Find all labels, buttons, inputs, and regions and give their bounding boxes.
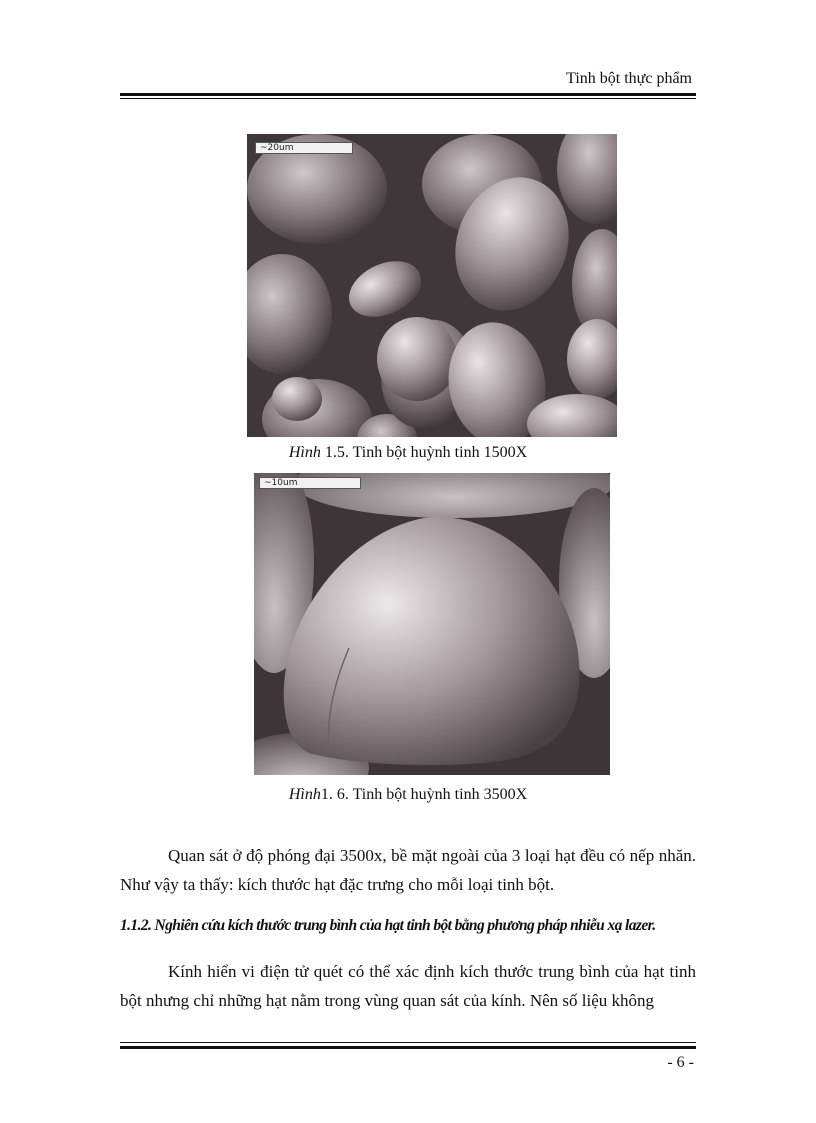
caption-text: 1. 6. Tinh bột huỳnh tinh 3500X — [320, 786, 528, 803]
caption-text: 1.5. Tinh bột huỳnh tinh 1500X — [320, 444, 528, 461]
paragraph-sem-text: Kính hiển vi điện tử quét có thể xác định kích thước trung bình của hạt tinh bột nhưng chỉ những hạt nằm trong vùng quan sát của kính. Nên số liệu không — [120, 962, 696, 1010]
header-rule-thick — [120, 93, 696, 96]
figure-1-5-caption — [120, 444, 696, 462]
figure-1-6-micrograph — [254, 473, 610, 775]
paragraph-observation — [120, 841, 696, 899]
paragraph-sem — [120, 957, 696, 1015]
running-header: Tinh bột thực phẩm — [566, 70, 692, 87]
caption-label: Hình — [288, 786, 321, 803]
scale-bar-20um: ~20um — [255, 142, 353, 154]
scale-bar-10um: ~10um — [259, 477, 361, 489]
caption-label: Hình — [288, 444, 321, 461]
header-rule-thin — [120, 98, 696, 99]
figure-1-5-micrograph — [247, 134, 617, 437]
figure-1-6-caption — [120, 786, 696, 804]
footer-rule-thin — [120, 1042, 696, 1043]
section-heading-1-1-2: 1.1.2. Nghiên cứu kích thước trung bình của hạt tinh bột bằng phương pháp nhiễu xạ lazer. — [120, 917, 656, 934]
paragraph-observation-text: Quan sát ở độ phóng đại 3500x, bề mặt ngoài của 3 loại hạt đều có nếp nhăn. Như vậy ta thấy: kích thước hạt đặc trưng cho mỗi loại tinh bột. — [120, 846, 696, 894]
page-number: - 6 - — [667, 1054, 694, 1071]
footer-rule-thick — [120, 1046, 696, 1049]
